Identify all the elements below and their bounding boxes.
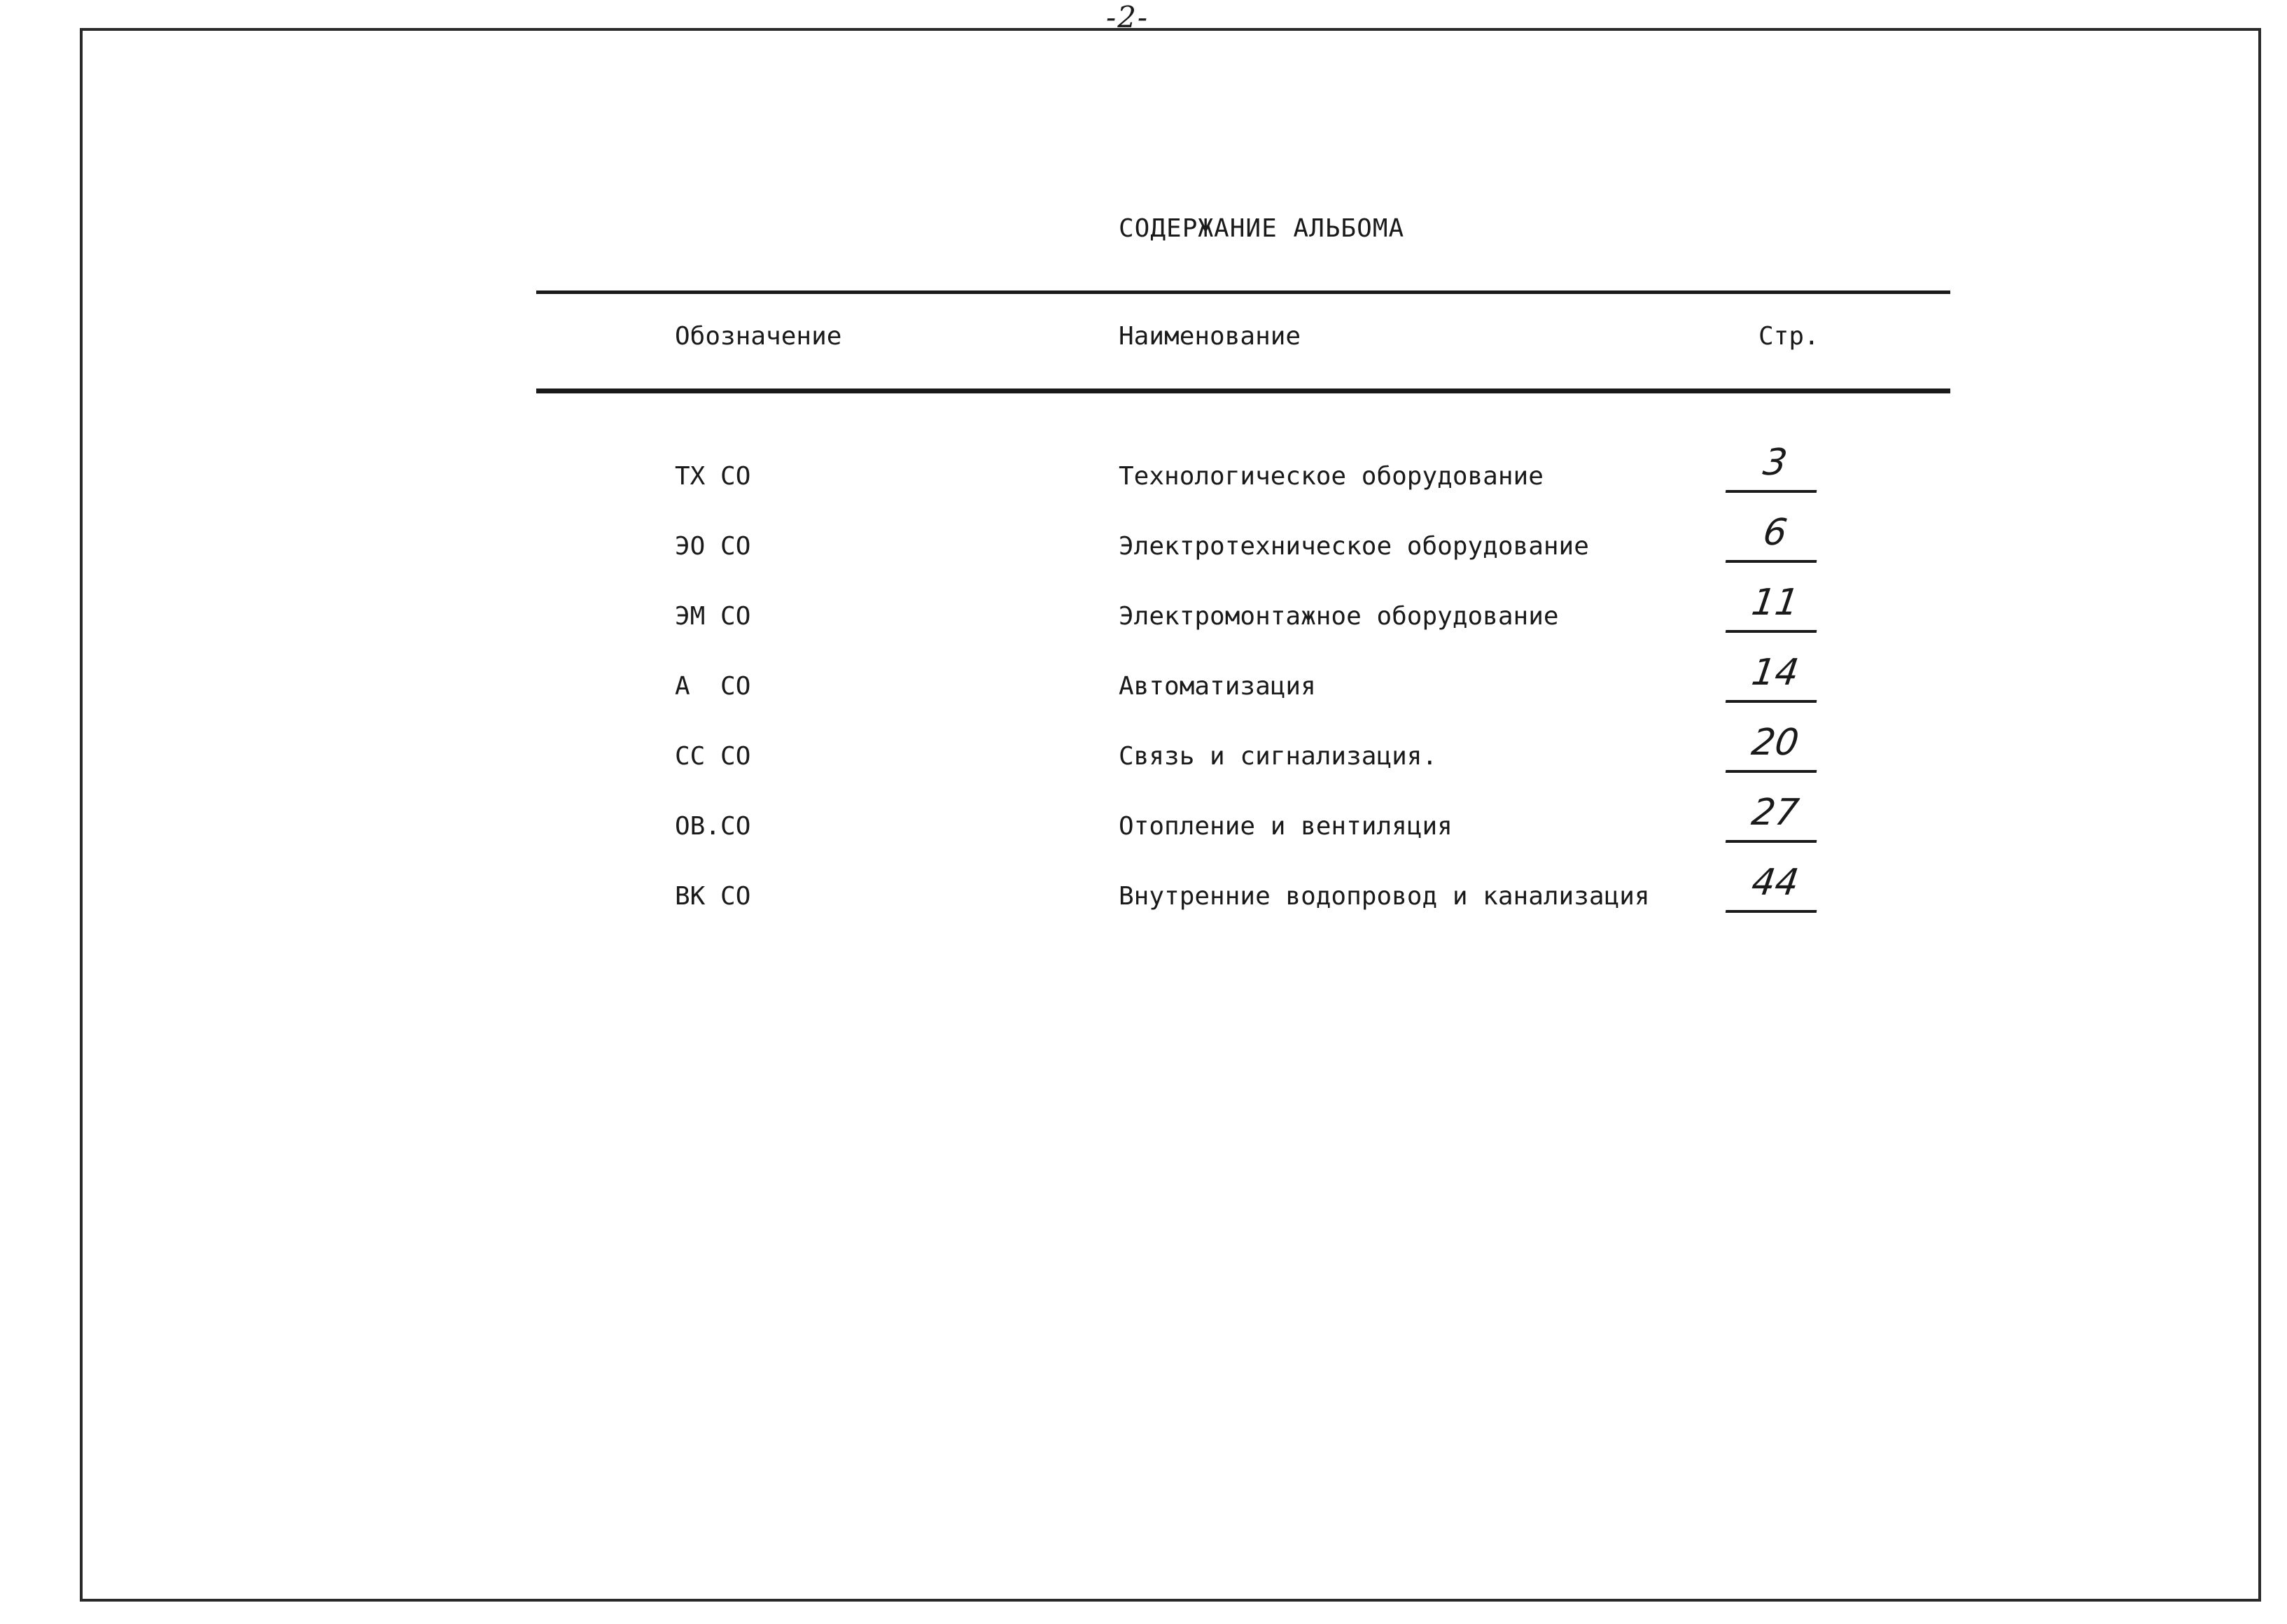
table-row	[0, 792, 2287, 868]
row-name: Электротехническое оборудование	[1119, 532, 1589, 561]
row-page: 27	[1726, 791, 1824, 843]
table-row	[0, 442, 2287, 518]
row-designation: ОВ.СО	[675, 812, 751, 841]
row-designation: ТХ СО	[675, 462, 751, 491]
row-page: 20	[1726, 721, 1824, 773]
table-row	[0, 582, 2287, 658]
row-name: Технологическое оборудование	[1119, 462, 1544, 491]
table-row	[0, 722, 2287, 798]
row-designation: ВК СО	[675, 882, 751, 911]
table-row	[0, 862, 2287, 938]
row-page: 3	[1726, 441, 1824, 493]
row-name: Электромонтажное оборудование	[1119, 602, 1559, 631]
document-title: СОДЕРЖАНИЕ АЛЬБОМА	[1119, 214, 1405, 243]
header-name: Наименование	[1119, 322, 1301, 351]
row-name: Внутренние водопровод и канализация	[1119, 882, 1650, 911]
table-header-rule	[536, 388, 1950, 393]
table-row	[0, 652, 2287, 728]
row-designation: ЭО СО	[675, 532, 751, 561]
row-page: 11	[1726, 581, 1824, 633]
row-designation: ЭМ СО	[675, 602, 751, 631]
row-page: 14	[1726, 651, 1824, 703]
row-designation: СС СО	[675, 742, 751, 771]
row-name: Связь и сигнализация.	[1119, 742, 1438, 771]
table-top-rule	[536, 290, 1950, 294]
row-designation: А СО	[675, 672, 751, 701]
page-number: -2-	[1106, 0, 1149, 34]
row-page: 6	[1726, 511, 1824, 563]
row-name: Автоматизация	[1119, 672, 1316, 701]
row-page: 44	[1726, 861, 1824, 913]
header-designation: Обозначение	[675, 322, 842, 351]
header-page: Стр.	[1758, 322, 1819, 351]
table-row	[0, 512, 2287, 588]
row-name: Отопление и вентиляция	[1119, 812, 1453, 841]
